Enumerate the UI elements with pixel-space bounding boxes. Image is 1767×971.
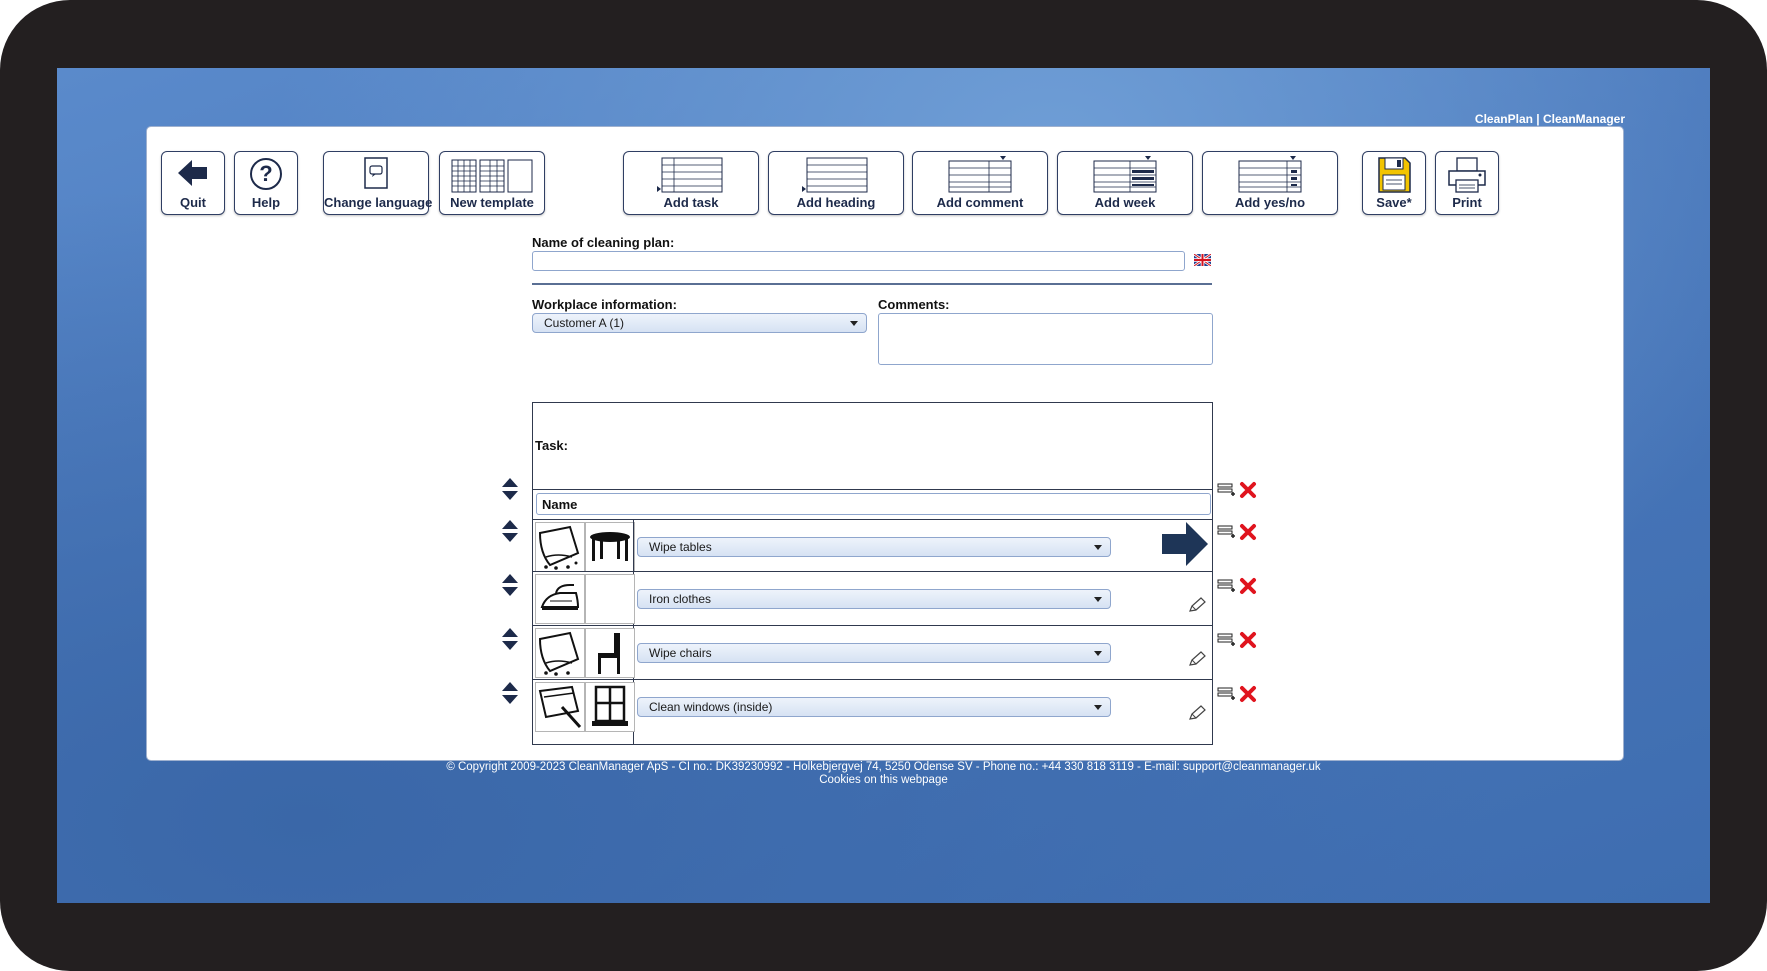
task-select-2-value: Iron clothes — [649, 592, 712, 606]
plan-name-input[interactable] — [532, 251, 1185, 271]
workplace-select[interactable] — [532, 313, 867, 333]
delete-icon[interactable] — [1239, 631, 1257, 649]
delete-icon[interactable] — [1239, 577, 1257, 595]
table-icon — [586, 523, 634, 571]
window-squeegee-icon — [536, 683, 584, 731]
chevron-down-icon — [1094, 705, 1102, 710]
task-picture-4a[interactable] — [535, 682, 585, 732]
iron-icon — [536, 575, 584, 623]
wipe-cloth-icon — [536, 629, 584, 677]
help-button[interactable] — [234, 151, 298, 215]
help-icon — [248, 156, 284, 192]
uk-flag-icon[interactable] — [1194, 254, 1211, 266]
task-picture-3a[interactable] — [535, 628, 585, 678]
add-week-label: Add week — [1094, 195, 1156, 210]
wipe-cloth-icon — [536, 523, 584, 571]
add-yesno-label: Add yes/no — [1234, 195, 1306, 210]
quit-label: Quit — [180, 195, 206, 210]
print-button[interactable] — [1435, 151, 1499, 215]
add-comment-label: Add comment — [936, 195, 1024, 210]
reorder-handle-header[interactable] — [501, 477, 519, 501]
task-table — [532, 402, 1213, 745]
add-comment-icon — [945, 156, 1015, 194]
task-picture-3b[interactable] — [585, 628, 635, 678]
table-row-divider — [533, 625, 1212, 626]
form-divider — [532, 283, 1212, 285]
task-picture-2a[interactable] — [535, 574, 585, 624]
add-comment-button[interactable] — [912, 151, 1048, 215]
chair-icon — [586, 629, 634, 677]
insert-row-icon[interactable] — [1217, 633, 1237, 647]
name-header-cell — [536, 493, 1211, 515]
template-grid-icon — [450, 156, 534, 194]
help-label: Help — [251, 195, 281, 210]
desktop-background — [57, 68, 1710, 903]
task-select-4-value: Clean windows (inside) — [649, 700, 773, 714]
svg-text:?: ? — [259, 161, 273, 186]
comments-textarea[interactable] — [878, 313, 1213, 365]
name-header-label: Name — [542, 497, 578, 512]
reorder-handle-row-1[interactable] — [501, 519, 519, 543]
task-label: Task: — [535, 438, 568, 453]
comments-label: Comments: — [878, 297, 950, 312]
new-template-button[interactable] — [439, 151, 545, 215]
delete-icon[interactable] — [1239, 523, 1257, 541]
window-icon — [586, 683, 634, 731]
chevron-down-icon — [1094, 545, 1102, 550]
cookies-link[interactable]: Cookies on this webpage — [819, 774, 948, 786]
print-label: Print — [1452, 195, 1482, 210]
add-heading-icon — [801, 156, 871, 194]
insert-row-icon[interactable] — [1217, 687, 1237, 701]
task-select-1-value: Wipe tables — [649, 540, 712, 554]
reorder-handle-row-3[interactable] — [501, 627, 519, 651]
plan-name-label: Name of cleaning plan: — [532, 235, 675, 250]
save-label: Save* — [1376, 195, 1412, 210]
task-picture-2b[interactable] — [585, 574, 635, 624]
task-select-4[interactable] — [637, 697, 1111, 717]
table-divider — [533, 489, 1212, 490]
main-panel — [146, 126, 1624, 761]
new-template-label: New template — [450, 195, 534, 210]
edit-pencil-icon[interactable] — [1188, 651, 1206, 667]
add-heading-button[interactable] — [768, 151, 904, 215]
chevron-down-icon — [1094, 651, 1102, 656]
task-select-3-value: Wipe chairs — [649, 646, 712, 660]
add-task-button[interactable] — [623, 151, 759, 215]
table-divider — [533, 519, 1212, 520]
change-language-button[interactable] — [323, 151, 433, 215]
brand-title: CleanPlan | CleanManager — [1474, 112, 1625, 126]
insert-row-icon[interactable] — [1217, 483, 1237, 497]
save-button[interactable] — [1362, 151, 1426, 215]
edit-pencil-icon[interactable] — [1188, 705, 1206, 721]
reorder-handle-row-4[interactable] — [501, 681, 519, 705]
task-select-1[interactable] — [637, 537, 1111, 557]
delete-icon[interactable] — [1239, 481, 1257, 499]
task-picture-4b[interactable] — [585, 682, 635, 732]
chevron-down-icon — [850, 321, 858, 326]
printer-icon — [1446, 156, 1488, 194]
floppy-disk-icon — [1376, 156, 1412, 194]
reorder-handle-row-2[interactable] — [501, 573, 519, 597]
insert-row-icon[interactable] — [1217, 525, 1237, 539]
chevron-down-icon — [1094, 597, 1102, 602]
add-task-label: Add task — [663, 195, 719, 210]
task-picture-1a[interactable] — [535, 522, 585, 572]
add-week-button[interactable] — [1057, 151, 1193, 215]
task-select-3[interactable] — [637, 643, 1111, 663]
change-language-label: Change language — [324, 195, 433, 210]
add-week-icon — [1090, 156, 1160, 194]
add-task-icon — [656, 156, 726, 194]
workplace-select-value: Customer A (1) — [544, 316, 625, 330]
insert-row-icon[interactable] — [1217, 579, 1237, 593]
add-heading-label: Add heading — [796, 195, 876, 210]
table-row-divider — [533, 571, 1212, 572]
edit-pencil-icon[interactable] — [1188, 597, 1206, 613]
highlight-arrow-icon — [1162, 520, 1210, 568]
table-row-divider — [533, 679, 1212, 680]
add-yesno-button[interactable] — [1202, 151, 1338, 215]
delete-icon[interactable] — [1239, 685, 1257, 703]
quit-button[interactable] — [161, 151, 225, 215]
task-picture-1b[interactable] — [585, 522, 635, 572]
add-yesno-icon — [1235, 156, 1305, 194]
workplace-label: Workplace information: — [532, 297, 677, 312]
speech-bubble-icon — [359, 156, 393, 192]
back-arrow-icon — [176, 156, 210, 190]
task-select-2[interactable] — [637, 589, 1111, 609]
footer-copyright: © Copyright 2009-2023 CleanManager ApS - CI no.: DK39230992 - Holkebjergvej 74, 5250 Odense SV - Phone no.: +44 330 818 3119 - E-mail: support@cleanmanager.uk — [446, 761, 1321, 773]
